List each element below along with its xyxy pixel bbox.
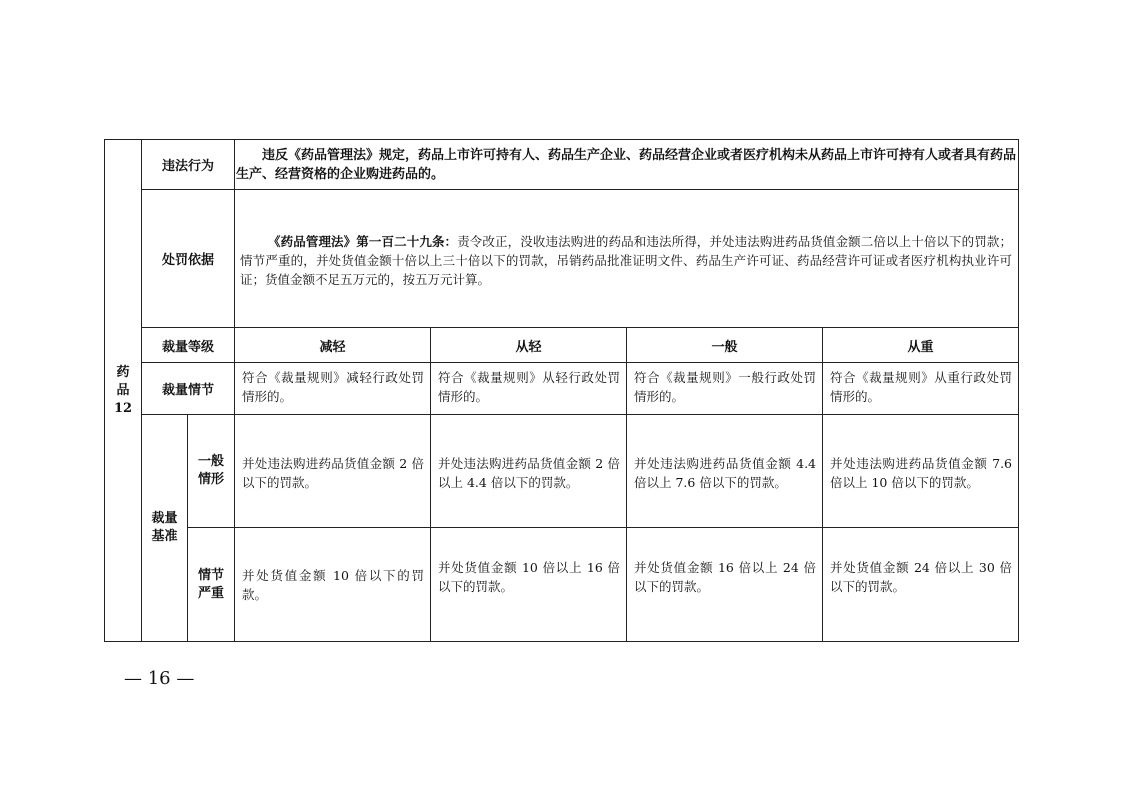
general-label-line: 一般 xyxy=(197,454,224,469)
level-lenient: 从轻 xyxy=(515,339,542,355)
table-divider xyxy=(141,189,1018,190)
table-divider xyxy=(626,327,627,641)
serious-cell: 并处货值金额 16 倍以上 24 倍以下的罚款。 xyxy=(634,560,816,594)
serious-cell: 并处货值金额 10 倍以上 16 倍以下的罚款。 xyxy=(438,560,620,594)
circumstance-cell: 符合《裁量规则》从轻行政处罚情形的。 xyxy=(438,370,620,404)
general-cell: 并处违法购进药品货值金额 7.6 倍以上 10 倍以下的罚款。 xyxy=(830,456,1012,490)
penalty-table xyxy=(104,139,1019,642)
general-label xyxy=(188,415,234,527)
table-divider xyxy=(234,140,235,641)
serious-cell: 并处货值金额 24 倍以上 30 倍以下的罚款。 xyxy=(830,560,1012,594)
levels-label: 裁量等级 xyxy=(161,339,214,355)
serious-label xyxy=(188,528,234,641)
category-line: 药 xyxy=(116,364,130,380)
basis-text xyxy=(240,232,1012,289)
level-severe: 从重 xyxy=(907,339,934,355)
circumstance-cell: 符合《裁量规则》从重行政处罚情形的。 xyxy=(830,370,1012,404)
serious-label-line: 严重 xyxy=(197,585,224,601)
table-divider xyxy=(141,414,1018,415)
basis-lead: 《药品管理法》第一百二十九条： xyxy=(268,234,458,249)
general-cell: 并处违法购进药品货值金额 2 倍以下的罚款。 xyxy=(242,456,424,490)
general-cell: 并处违法购进药品货值金额 2 倍以上 4.4 倍以下的罚款。 xyxy=(438,456,620,490)
category-label xyxy=(105,140,141,641)
serious-label-line: 情节 xyxy=(197,567,224,583)
level-mitigated: 减轻 xyxy=(319,339,346,355)
category-number: 12 xyxy=(113,400,133,416)
basis-body: 责令改正，没收违法购进的药品和违法所得，并处违法购进药品货值金额二倍以上十倍以下的罚款；情节严重的，并处货值金额十倍以上三十倍以下的罚款，吊销药品批准证明文件、药品生产许可证、药品经营许可证或者医疗机构执业许可证；货值金额不足五万元的，按五万元计算。 xyxy=(240,234,1012,287)
table-divider xyxy=(822,327,823,641)
table-divider xyxy=(430,327,431,641)
benchmark-label-line: 裁量 xyxy=(151,511,178,526)
basis-label: 处罚依据 xyxy=(161,253,214,268)
general-label-line: 情形 xyxy=(197,472,224,487)
general-cell: 并处违法购进药品货值金额 4.4 倍以上 7.6 倍以下的罚款。 xyxy=(634,456,816,490)
benchmark-label-line: 基准 xyxy=(151,529,178,544)
circumstance-cell: 符合《裁量规则》减轻行政处罚情形的。 xyxy=(242,370,424,404)
serious-cell: 并处货值金额 10 倍以下的罚款。 xyxy=(242,568,424,602)
level-general: 一般 xyxy=(711,339,738,355)
category-line: 品 xyxy=(116,382,130,398)
violation-label: 违法行为 xyxy=(161,159,214,174)
violation-text: 违反《药品管理法》规定，药品上市许可持有人、药品生产企业、药品经营企业或者医疗机构未从药品上市许可持有人或者具有药品生产、经营资格的企业购进药品的。 xyxy=(236,148,1017,182)
page-number: — 16 — xyxy=(124,668,195,689)
benchmark-label xyxy=(142,415,187,641)
table-divider xyxy=(187,527,1018,528)
circumstance-cell: 符合《裁量规则》一般行政处罚情形的。 xyxy=(634,370,816,404)
table-divider xyxy=(141,362,1018,363)
circumstances-label: 裁量情节 xyxy=(161,383,214,398)
